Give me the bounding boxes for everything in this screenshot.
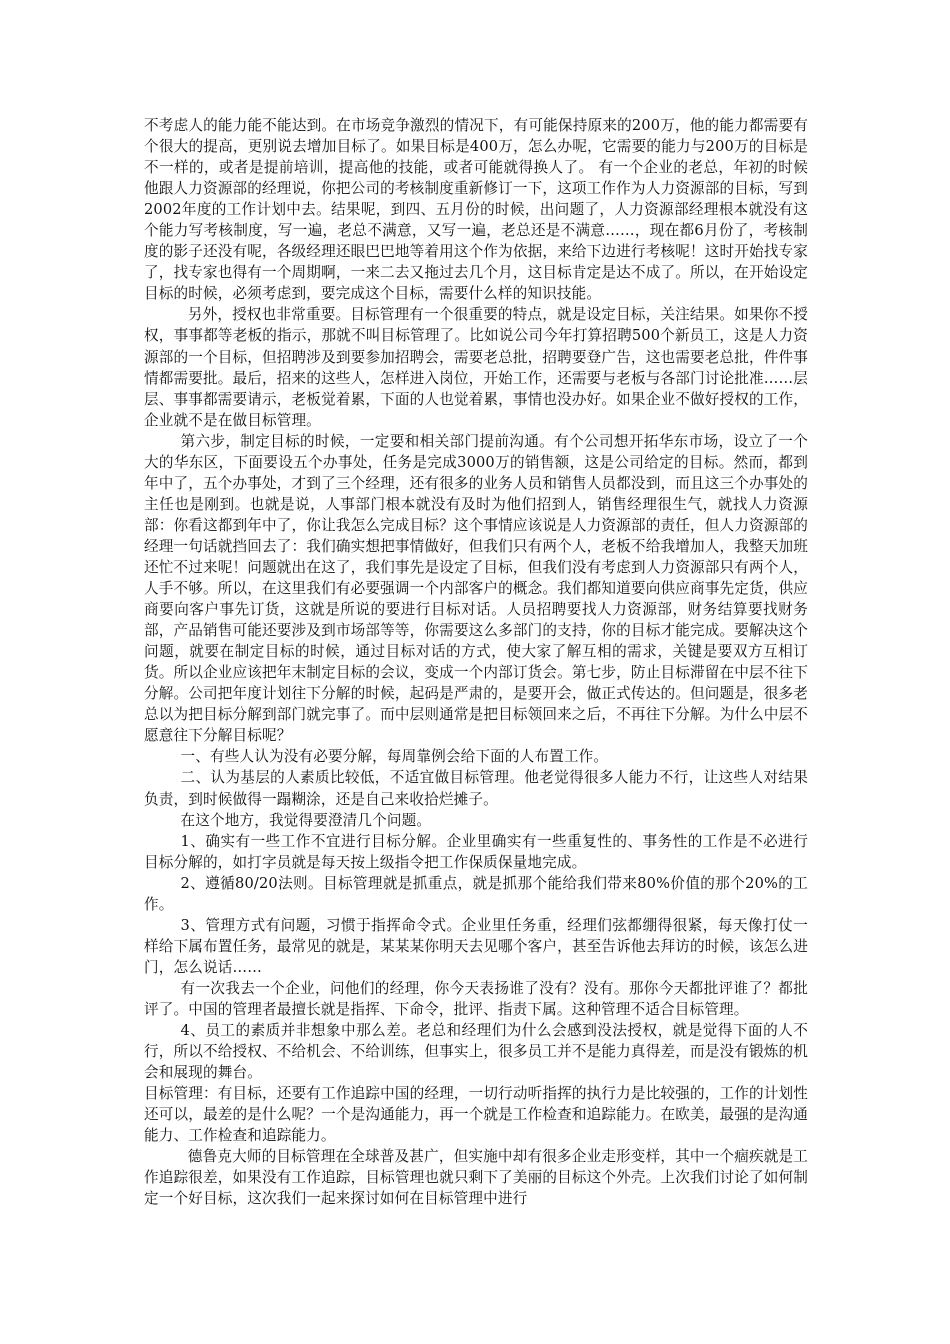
paragraph: 不考虑人的能力能不能达到。在市场竞争激烈的情况下，有可能保持原来的200万，他的能力都需要有个很大的提高，更别说去增加目标了。如果目标是400万，怎么办呢，它需要的能力与200万的目标是不一样的，或者是提前培训，提高他的技能，或者可能就得换人了。 有一个企业的老总，年初的时候他跟人力资源部的经理说，你把公司的考核制度重新修订一下，这项工作作为人力资源部的目标，写到2002年度的工作计划中去。结果呢，到四、五月份的时候，出问题了，人力资源部经理根本就没有这个能力写考核制度，写一遍，老总不满意，又写一遍，老总还是不满意……，现在都6月份了，考核制度的影子还没有呢，各级经理还眼巴巴地等着用这个作为依据，来给下边进行考核呢！这时开始找专家了，找专家也得有一个周期啊，一来二去又拖过去几个月，这目标肯定是达不成了。所以，在开始设定目标的时候，必须考虑到，要完成这个目标，需要什么样的知识技能。 [144,117,808,303]
paragraph: 在这个地方，我觉得要澄清几个问题。 [180,811,432,829]
paragraph: 第六步，制定目标的时候，一定要和相关部门提前沟通。有个公司想开拓华东市场，设立了一个大的华东区，下面要设五个办事处，任务是完成3000万的销售额，这是公司给定的目标。然而，都到年中了，五个办事处，才到了三个经理，还有很多的业务人员和销售人员都没到，而且这三个办事处的主任也是刚到。也就是说，人事部门根本就没有及时为他们招到人，销售经理很生气，就找人力资源部：你看这都到年中了，你让我怎么完成目标？这个事情应该说是人力资源部的责任，但人力资源部的经理一句话就挡回去了：我们确实想把事情做好，但我们只有两个人，老板不给我增加人，我整天加班还忙不过来呢！问题就出在这了，我们事先是设定了目标，但我们没有考虑到人力资源部只有两个人，人手不够。所以，在这里我们有必要强调一个内部客户的概念。我们都知道要向供应商事先定货，供应商要向客户事先订货，这就是所说的要进行目标对话。人员招聘要找人力资源部，财务结算要找财务部，产品销售可能还要涉及到市场部等等，你需要这么多部门的支持，你的目标才能完成。要解决这个问题，就要在制定目标的时候，通过目标对话的方式，使大家了解互相的需求，关键是要双方互相订货。所以企业应该把年末制定目标的会议，变成一个内部订货会。第七步，防止目标滞留在中层不往下分解。公司把年度计划往下分解的时候，起码是严肃的，是要开会，做正式传达的。但问题是，很多老总以为把目标分解到部门就完事了。而中层则通常是把目标领回来之后，不再往下分解。为什么中层不愿意往下分解目标呢？ [144,432,808,745]
paragraph: 二、认为基层的人素质比较低，不适宜做目标管理。他老觉得很多人能力不行，让这些人对结果负责，到时候做得一蹋糊涂，还是自己来收拾烂摊子。 [144,769,808,808]
paragraph: 3、管理方式有问题，习惯于指挥命令式。企业里任务重，经理们弦都绷得很紧，每天像打仗一样给下属布置任务，最常见的就是，某某某你明天去见哪个客户，甚至告诉他去拜访的时候，该怎么进门，怎么说话…… [144,916,808,976]
paragraph: 2、遵循80/20法则。目标管理就是抓重点，就是抓那个能给我们带来80%价值的那个20%的工作。 [144,874,808,913]
paragraph: 一、有些人认为没有必要分解，每周靠例会给下面的人布置工作。 [180,748,609,766]
paragraph: 德鲁克大师的目标管理在全球普及甚广，但实施中却有很多企业走形变样，其中一个痼疾就是工作追踪很差，如果没有工作追踪，目标管理也就只剩下了美丽的目标这个外壳。上次我们讨论了如何制定一个好目标，这次我们一起来探讨如何在目标管理中进行 [144,1148,808,1208]
paragraph: 另外，授权也非常重要。目标管理有一个很重要的特点，就是设定目标，关注结果。如果你不授权，事事都等老板的指示，那就不叫目标管理了。比如说公司今年打算招聘500个新员工，这是人力资源部的一个目标，但招聘涉及到要参加招聘会，需要老总批，招聘要登广告，这也需要老总批，件件事情都需要批。最后，招来的这些人，怎样进入岗位，开始工作，还需要与老板与各部门讨论批准……层层、事事都需要请示，老板觉着累，下面的人也觉着累，事情也没办好。如果企业不做好授权的工作，企业就不是在做目标管理。 [144,306,808,429]
paragraph: 有一次我去一个企业，问他们的经理，你今天表扬谁了没有？没有。那你今天都批评谁了？都批评了。中国的管理者最擅长就是指挥、下命令，批评、指责下属。这种管理不适合目标管理。 [144,979,808,1018]
paragraph: 4、员工的素质并非想象中那么差。老总和经理们为什么会感到没法授权，就是觉得下面的人不行，所以不给授权、不给机会、不给训练，但事实上，很多员工并不是能力真得差，而是没有锻炼的机会和展现的舞台。 [144,1022,808,1082]
document-page [144,115,808,1209]
paragraph: 1、确实有一些工作不宜进行目标分解。企业里确实有一些重复性的、事务性的工作是不必进行目标分解的，如打字员就是每天按上级指令把工作保质保量地完成。 [144,832,808,871]
paragraph: 目标管理：有目标，还要有工作追踪中国的经理，一切行动听指挥的执行力是比较强的，工作的计划性还可以，最差的是什么呢？一个是沟通能力，再一个就是工作检查和追踪能力。在欧美，最强的是沟通能力、工作检查和追踪能力。 [144,1085,808,1145]
